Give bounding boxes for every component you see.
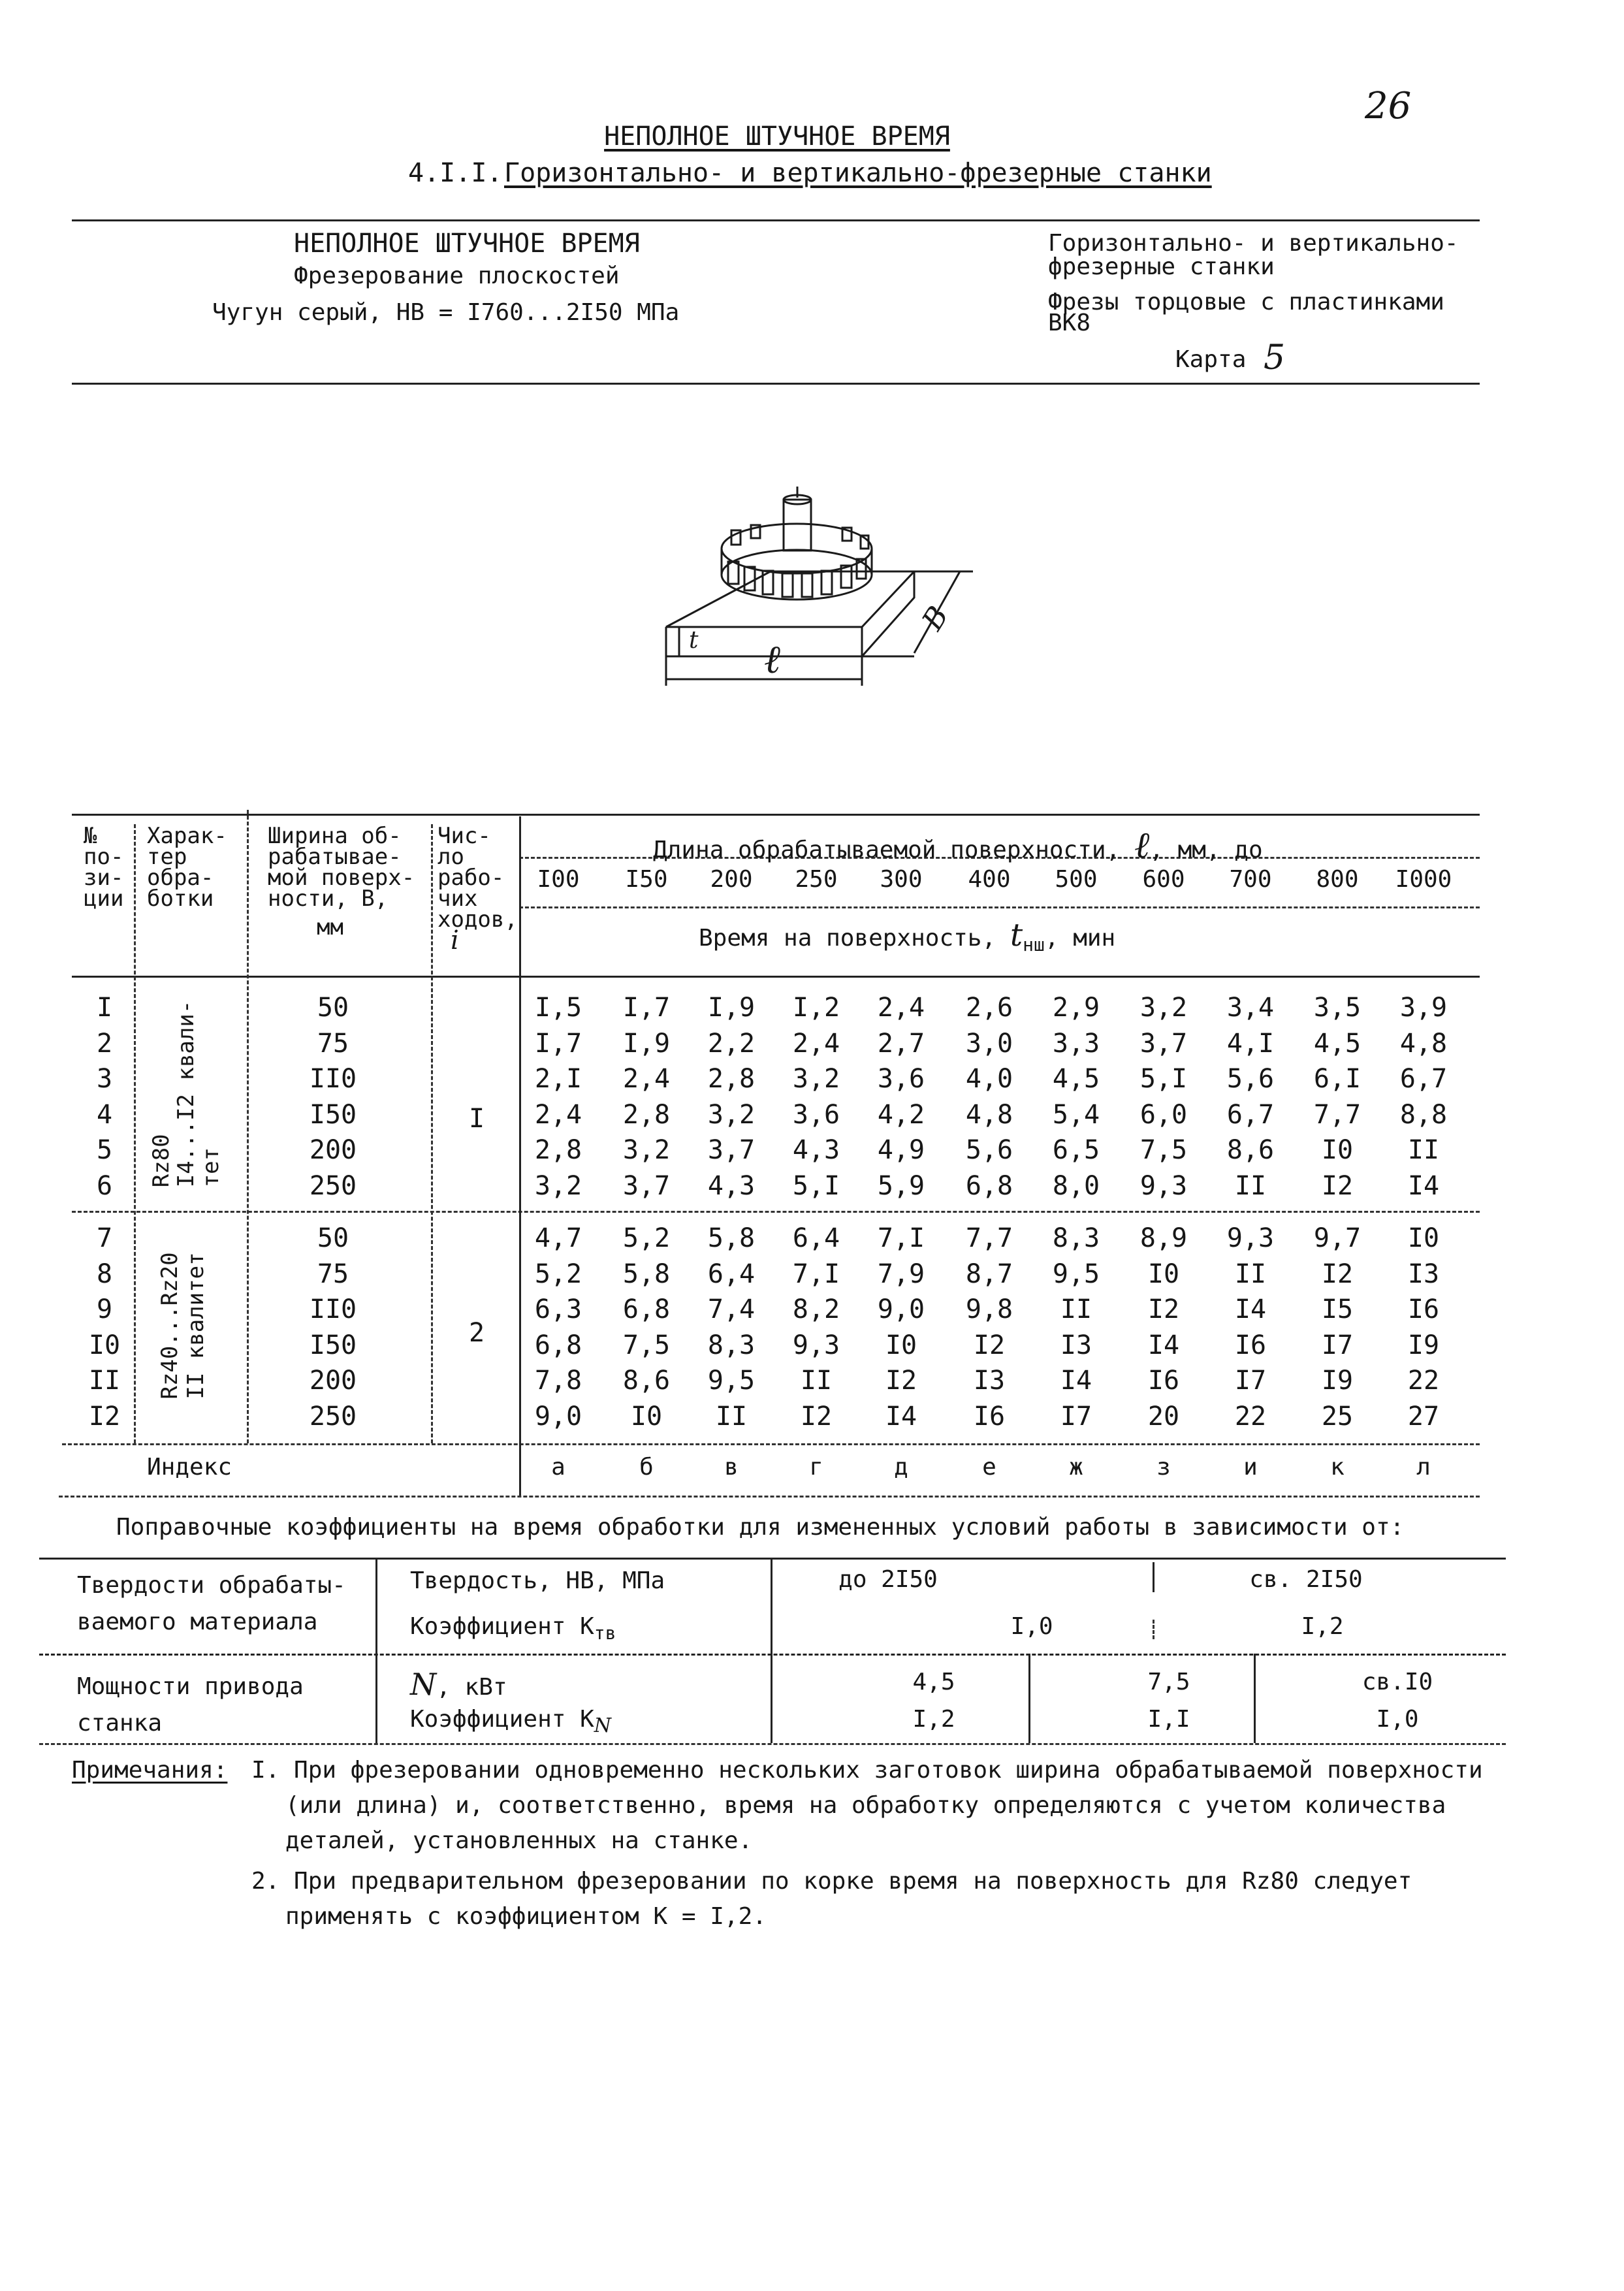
hardness-label: Твердости обрабаты- ваемого материала <box>77 1572 346 1635</box>
power-coefficient: Коэффициент $К_N$ <box>410 1706 612 1738</box>
header-length: Длина обрабатываемой поверхности, ℓ, мм, до <box>653 824 1263 867</box>
time-cell: 3,7 <box>622 1171 671 1201</box>
time-cell: I,5 <box>534 993 582 1023</box>
time-cell: 4,9 <box>877 1135 925 1165</box>
position-cell: 2 <box>96 1029 113 1059</box>
time-cell: 8,7 <box>965 1259 1013 1289</box>
time-cell: I,9 <box>707 993 756 1023</box>
position-cell: I <box>96 993 113 1023</box>
time-cell: I3 <box>1407 1259 1440 1289</box>
time-cell: 3,2 <box>707 1100 756 1130</box>
width-cell: II0 <box>309 1294 357 1324</box>
time-cell: I,2 <box>792 993 840 1023</box>
time-cell: 3,2 <box>1139 993 1188 1023</box>
time-cell: 7,I <box>792 1259 840 1289</box>
power-value-3: I,0 <box>1376 1706 1419 1733</box>
notes-label: Примечания: <box>72 1757 228 1784</box>
position-cell: 3 <box>96 1064 113 1094</box>
section-number: 4.I.I. <box>408 158 503 188</box>
dimension-l-label: ℓ <box>764 637 780 682</box>
header-position-number: № по- зи- ции <box>84 823 124 912</box>
time-cell: I4 <box>1234 1294 1267 1324</box>
time-cell: 2,8 <box>534 1135 582 1165</box>
width-cell: 250 <box>309 1171 357 1201</box>
time-cell: 7,7 <box>1313 1100 1361 1130</box>
time-cell: II <box>1407 1135 1440 1165</box>
width-cell: I50 <box>309 1330 357 1360</box>
length-header-cell: 700 <box>1229 866 1272 893</box>
time-cell: 4,3 <box>707 1171 756 1201</box>
position-cell: II <box>88 1366 121 1396</box>
time-cell: I,7 <box>622 993 671 1023</box>
time-cell: 7,5 <box>622 1330 671 1360</box>
time-cell: I5 <box>1321 1294 1354 1324</box>
power-range-1: 4,5 <box>912 1669 955 1695</box>
index-label: Индекс <box>147 1454 232 1481</box>
header-surface-width: Ширина об- рабатывае- мой поверх- ности, В, мм <box>268 823 415 940</box>
length-header-cell: I50 <box>625 866 668 893</box>
index-cell: в <box>724 1454 739 1481</box>
time-cell: I7 <box>1060 1402 1092 1432</box>
position-cell: 5 <box>96 1135 113 1165</box>
time-cell: 2,2 <box>707 1029 756 1059</box>
position-cell: I2 <box>88 1402 121 1432</box>
time-cell: 2,6 <box>965 993 1013 1023</box>
time-cell: 9,5 <box>707 1366 756 1396</box>
time-cell: I2 <box>800 1402 833 1432</box>
corrections-title: Поправочные коэффициенты на время обработки для измененных условий работы в зависимости от: <box>116 1514 1405 1541</box>
time-cell: II <box>1060 1294 1092 1324</box>
time-cell: 5,6 <box>1226 1064 1275 1094</box>
length-header-cell: I000 <box>1395 866 1452 893</box>
time-cell: 7,4 <box>707 1294 756 1324</box>
dimension-t-label: t <box>689 627 699 654</box>
index-cell: з <box>1156 1454 1171 1481</box>
position-cell: I0 <box>88 1330 121 1360</box>
time-cell: 5,8 <box>622 1259 671 1289</box>
width-cell: 200 <box>309 1366 357 1396</box>
time-cell: 7,I <box>877 1223 925 1253</box>
index-cell: л <box>1416 1454 1431 1481</box>
cutter-spindle <box>784 500 811 551</box>
time-cell: 25 <box>1321 1402 1354 1432</box>
time-cell: 3,7 <box>707 1135 756 1165</box>
time-cell: I0 <box>1321 1135 1354 1165</box>
dimension-b-label: В <box>915 600 955 636</box>
time-cell: I6 <box>1407 1294 1440 1324</box>
time-cell: 3,2 <box>534 1171 582 1201</box>
time-cell: 7,7 <box>965 1223 1013 1253</box>
document-title: НЕПОЛНОЕ ШТУЧНОЕ ВРЕМЯ <box>604 121 950 152</box>
time-cell: 5,6 <box>965 1135 1013 1165</box>
card-tool-1: Фрезы торцовые с пластинками <box>1048 289 1444 315</box>
group2-passes: 2 <box>469 1318 485 1348</box>
card-machine-1: Горизонтально- и вертикально- <box>1048 230 1459 257</box>
width-cell: II0 <box>309 1064 357 1094</box>
card-top-rule <box>72 219 1480 221</box>
index-cell: и <box>1243 1454 1258 1481</box>
time-cell: 4,8 <box>965 1100 1013 1130</box>
time-cell: 20 <box>1147 1402 1180 1432</box>
index-cell: е <box>982 1454 996 1481</box>
time-cell: 5,4 <box>1052 1100 1100 1130</box>
time-cell: 9,0 <box>534 1402 582 1432</box>
time-cell: 22 <box>1234 1402 1267 1432</box>
page-number: 26 <box>1365 85 1412 127</box>
time-cell: I7 <box>1321 1330 1354 1360</box>
time-cell: 2,4 <box>622 1064 671 1094</box>
length-header-cell: 400 <box>968 866 1011 893</box>
hardness-parameter: Твердость, НВ, МПа <box>410 1567 665 1594</box>
index-cell: к <box>1330 1454 1345 1481</box>
header-time: Время на поверхность, $t_{нш}$, мин <box>699 917 1116 956</box>
time-cell: 3,4 <box>1226 993 1275 1023</box>
index-cell: б <box>639 1454 654 1481</box>
time-cell: 4,I <box>1226 1029 1275 1059</box>
length-header-cell: 200 <box>710 866 753 893</box>
power-range-3: св.I0 <box>1361 1669 1433 1695</box>
time-cell: 2,9 <box>1052 993 1100 1023</box>
time-cell: 7,9 <box>877 1259 925 1289</box>
time-cell: 6,7 <box>1399 1064 1448 1094</box>
card-karta-number: 5 <box>1264 338 1286 377</box>
time-cell: 3,7 <box>1139 1029 1188 1059</box>
length-header-cell: 300 <box>880 866 923 893</box>
time-cell: 9,3 <box>1139 1171 1188 1201</box>
time-cell: II <box>715 1402 748 1432</box>
note-1-line-2: (или длина) и, соответственно, время на обработку определяются с учетом количества <box>285 1792 1446 1819</box>
time-cell: I0 <box>1147 1259 1180 1289</box>
time-cell: 27 <box>1407 1402 1440 1432</box>
time-cell: I2 <box>1321 1259 1354 1289</box>
time-cell: 9,8 <box>965 1294 1013 1324</box>
time-cell: I6 <box>1147 1366 1180 1396</box>
hardness-range-2: св. 2I50 <box>1249 1566 1363 1593</box>
position-cell: 7 <box>96 1223 113 1253</box>
time-cell: I7 <box>1234 1366 1267 1396</box>
card-operation: Фрезерование плоскостей <box>294 263 620 289</box>
time-cell: II <box>800 1366 833 1396</box>
time-cell: 3,2 <box>622 1135 671 1165</box>
time-cell: I4 <box>1060 1366 1092 1396</box>
card-machine-2: фрезерные станки <box>1048 253 1275 280</box>
width-cell: 200 <box>309 1135 357 1165</box>
time-cell: I3 <box>1060 1330 1092 1360</box>
time-cell: 9,3 <box>1226 1223 1275 1253</box>
time-cell: 3,9 <box>1399 993 1448 1023</box>
time-cell: 3,2 <box>792 1064 840 1094</box>
card-bottom-rule <box>72 383 1480 385</box>
time-cell: 2,8 <box>707 1064 756 1094</box>
length-header-cell: I00 <box>537 866 580 893</box>
time-cell: 4,3 <box>792 1135 840 1165</box>
width-cell: I50 <box>309 1100 357 1130</box>
workpiece-side <box>862 571 914 656</box>
time-cell: I4 <box>885 1402 917 1432</box>
time-cell: I0 <box>885 1330 917 1360</box>
time-cell: 4,5 <box>1052 1064 1100 1094</box>
width-cell: 250 <box>309 1402 357 1432</box>
time-cell: 6,7 <box>1226 1100 1275 1130</box>
time-cell: 22 <box>1407 1366 1440 1396</box>
time-cell: 5,8 <box>707 1223 756 1253</box>
width-cell: 75 <box>317 1029 349 1059</box>
time-cell: 6,3 <box>534 1294 582 1324</box>
time-cell: I6 <box>973 1402 1006 1432</box>
time-cell: II <box>1234 1259 1267 1289</box>
time-cell: 6,5 <box>1052 1135 1100 1165</box>
time-cell: 8,0 <box>1052 1171 1100 1201</box>
header-processing-type: Харак- тер обра- ботки <box>147 823 227 912</box>
time-cell: 8,3 <box>707 1330 756 1360</box>
time-cell: 5,2 <box>622 1223 671 1253</box>
time-cell: I9 <box>1407 1330 1440 1360</box>
card-title: НЕПОЛНОЕ ШТУЧНОЕ ВРЕМЯ <box>294 229 640 259</box>
time-cell: 6,8 <box>534 1330 582 1360</box>
time-cell: I,7 <box>534 1029 582 1059</box>
group2-processing-label: Rz40...Rz20 II квалитет <box>157 1252 209 1400</box>
power-label: Мощности привода станка <box>77 1673 304 1737</box>
position-cell: 4 <box>96 1100 113 1130</box>
time-cell: 8,6 <box>1226 1135 1275 1165</box>
index-cell: д <box>894 1454 908 1481</box>
note-1-line-3: деталей, установленных на станке. <box>285 1827 753 1854</box>
time-cell: 7,5 <box>1139 1135 1188 1165</box>
time-cell: I2 <box>1147 1294 1180 1324</box>
time-cell: 2,4 <box>792 1029 840 1059</box>
time-cell: 3,3 <box>1052 1029 1100 1059</box>
length-header-cell: 800 <box>1316 866 1359 893</box>
hardness-range-1: до 2I50 <box>838 1566 938 1593</box>
time-cell: I2 <box>973 1330 1006 1360</box>
index-cell: ж <box>1069 1454 1083 1481</box>
note-1-line-1: I. При фрезеровании одновременно нескольких заготовок ширина обрабатываемой поверхности <box>251 1757 1483 1784</box>
time-cell: 2,8 <box>622 1100 671 1130</box>
time-cell: I9 <box>1321 1366 1354 1396</box>
hardness-coefficient: Коэффициент $К_{тв}$ <box>410 1613 616 1644</box>
time-cell: I6 <box>1234 1330 1267 1360</box>
power-parameter: N, кВт <box>410 1667 507 1702</box>
hardness-value-2: I,2 <box>1301 1613 1344 1640</box>
card-tool-2: ВК8 <box>1048 310 1091 336</box>
time-cell: 2,4 <box>534 1100 582 1130</box>
time-cell: I4 <box>1147 1330 1180 1360</box>
time-cell: 2,I <box>534 1064 582 1094</box>
time-cell: 5,I <box>1139 1064 1188 1094</box>
width-cell: 50 <box>317 1223 349 1253</box>
time-cell: 2,4 <box>877 993 925 1023</box>
power-value-1: I,2 <box>912 1706 955 1733</box>
time-cell: 3,6 <box>792 1100 840 1130</box>
time-cell: 8,9 <box>1139 1223 1188 1253</box>
time-cell: 8,8 <box>1399 1100 1448 1130</box>
time-cell: 8,2 <box>792 1294 840 1324</box>
position-cell: 8 <box>96 1259 113 1289</box>
hardness-value-1: I,0 <box>1010 1613 1053 1640</box>
cutter-inserts <box>728 525 868 597</box>
table-header-rule <box>72 976 1480 978</box>
time-cell: 9,0 <box>877 1294 925 1324</box>
position-cell: 9 <box>96 1294 113 1324</box>
time-cell: 3,6 <box>877 1064 925 1094</box>
time-cell: 5,9 <box>877 1171 925 1201</box>
time-cell: I2 <box>1321 1171 1354 1201</box>
time-cell: 3,5 <box>1313 993 1361 1023</box>
group1-passes: I <box>469 1104 485 1134</box>
header-passes: Чис- ло рабо- чих ходов, i <box>438 823 518 955</box>
time-cell: 8,3 <box>1052 1223 1100 1253</box>
time-cell: I3 <box>973 1366 1006 1396</box>
time-cell: I4 <box>1407 1171 1440 1201</box>
time-cell: 6,4 <box>707 1259 756 1289</box>
power-range-2: 7,5 <box>1147 1669 1190 1695</box>
length-header-cell: 600 <box>1142 866 1185 893</box>
width-cell: 50 <box>317 993 349 1023</box>
time-cell: 6,0 <box>1139 1100 1188 1130</box>
time-cell: 5,I <box>792 1171 840 1201</box>
time-cell: I,9 <box>622 1029 671 1059</box>
time-cell: 6,I <box>1313 1064 1361 1094</box>
note-2-line-2: применять с коэффициентом К = I,2. <box>285 1903 767 1930</box>
index-cell: а <box>551 1454 565 1481</box>
group1-processing-label: Rz80 I4...I2 квали- тет <box>148 1000 224 1188</box>
length-header-cell: 250 <box>795 866 838 893</box>
time-cell: 9,5 <box>1052 1259 1100 1289</box>
time-cell: 4,2 <box>877 1100 925 1130</box>
position-cell: 6 <box>96 1171 113 1201</box>
time-cell: 2,7 <box>877 1029 925 1059</box>
time-cell: 7,8 <box>534 1366 582 1396</box>
card-karta-label: Карта <box>1175 346 1247 373</box>
section-title: Горизонтально- и вертикально-фрезерные станки <box>504 158 1212 188</box>
time-cell: 4,0 <box>965 1064 1013 1094</box>
time-cell: 4,8 <box>1399 1029 1448 1059</box>
time-cell: 3,0 <box>965 1029 1013 1059</box>
table-top-rule <box>72 814 1480 816</box>
time-cell: 9,3 <box>792 1330 840 1360</box>
time-cell: 6,4 <box>792 1223 840 1253</box>
time-cell: 9,7 <box>1313 1223 1361 1253</box>
time-cell: 6,8 <box>965 1171 1013 1201</box>
time-cell: 4,5 <box>1313 1029 1361 1059</box>
index-cell: г <box>809 1454 823 1481</box>
power-value-2: I,I <box>1147 1706 1190 1733</box>
time-cell: I0 <box>630 1402 663 1432</box>
time-cell: II <box>1234 1171 1267 1201</box>
time-cell: 6,8 <box>622 1294 671 1324</box>
time-cell: 8,6 <box>622 1366 671 1396</box>
time-cell: 5,2 <box>534 1259 582 1289</box>
time-cell: I0 <box>1407 1223 1440 1253</box>
time-cell: I2 <box>885 1366 917 1396</box>
width-cell: 75 <box>317 1259 349 1289</box>
note-2-line-1: 2. При предварительном фрезеровании по корке время на поверхность для Rz80 следует <box>251 1868 1412 1895</box>
card-material: Чугун серый, НВ = I760...2I50 МПа <box>212 299 680 326</box>
length-header-cell: 500 <box>1055 866 1098 893</box>
time-cell: 4,7 <box>534 1223 582 1253</box>
milling-cutter-figure <box>653 483 993 699</box>
